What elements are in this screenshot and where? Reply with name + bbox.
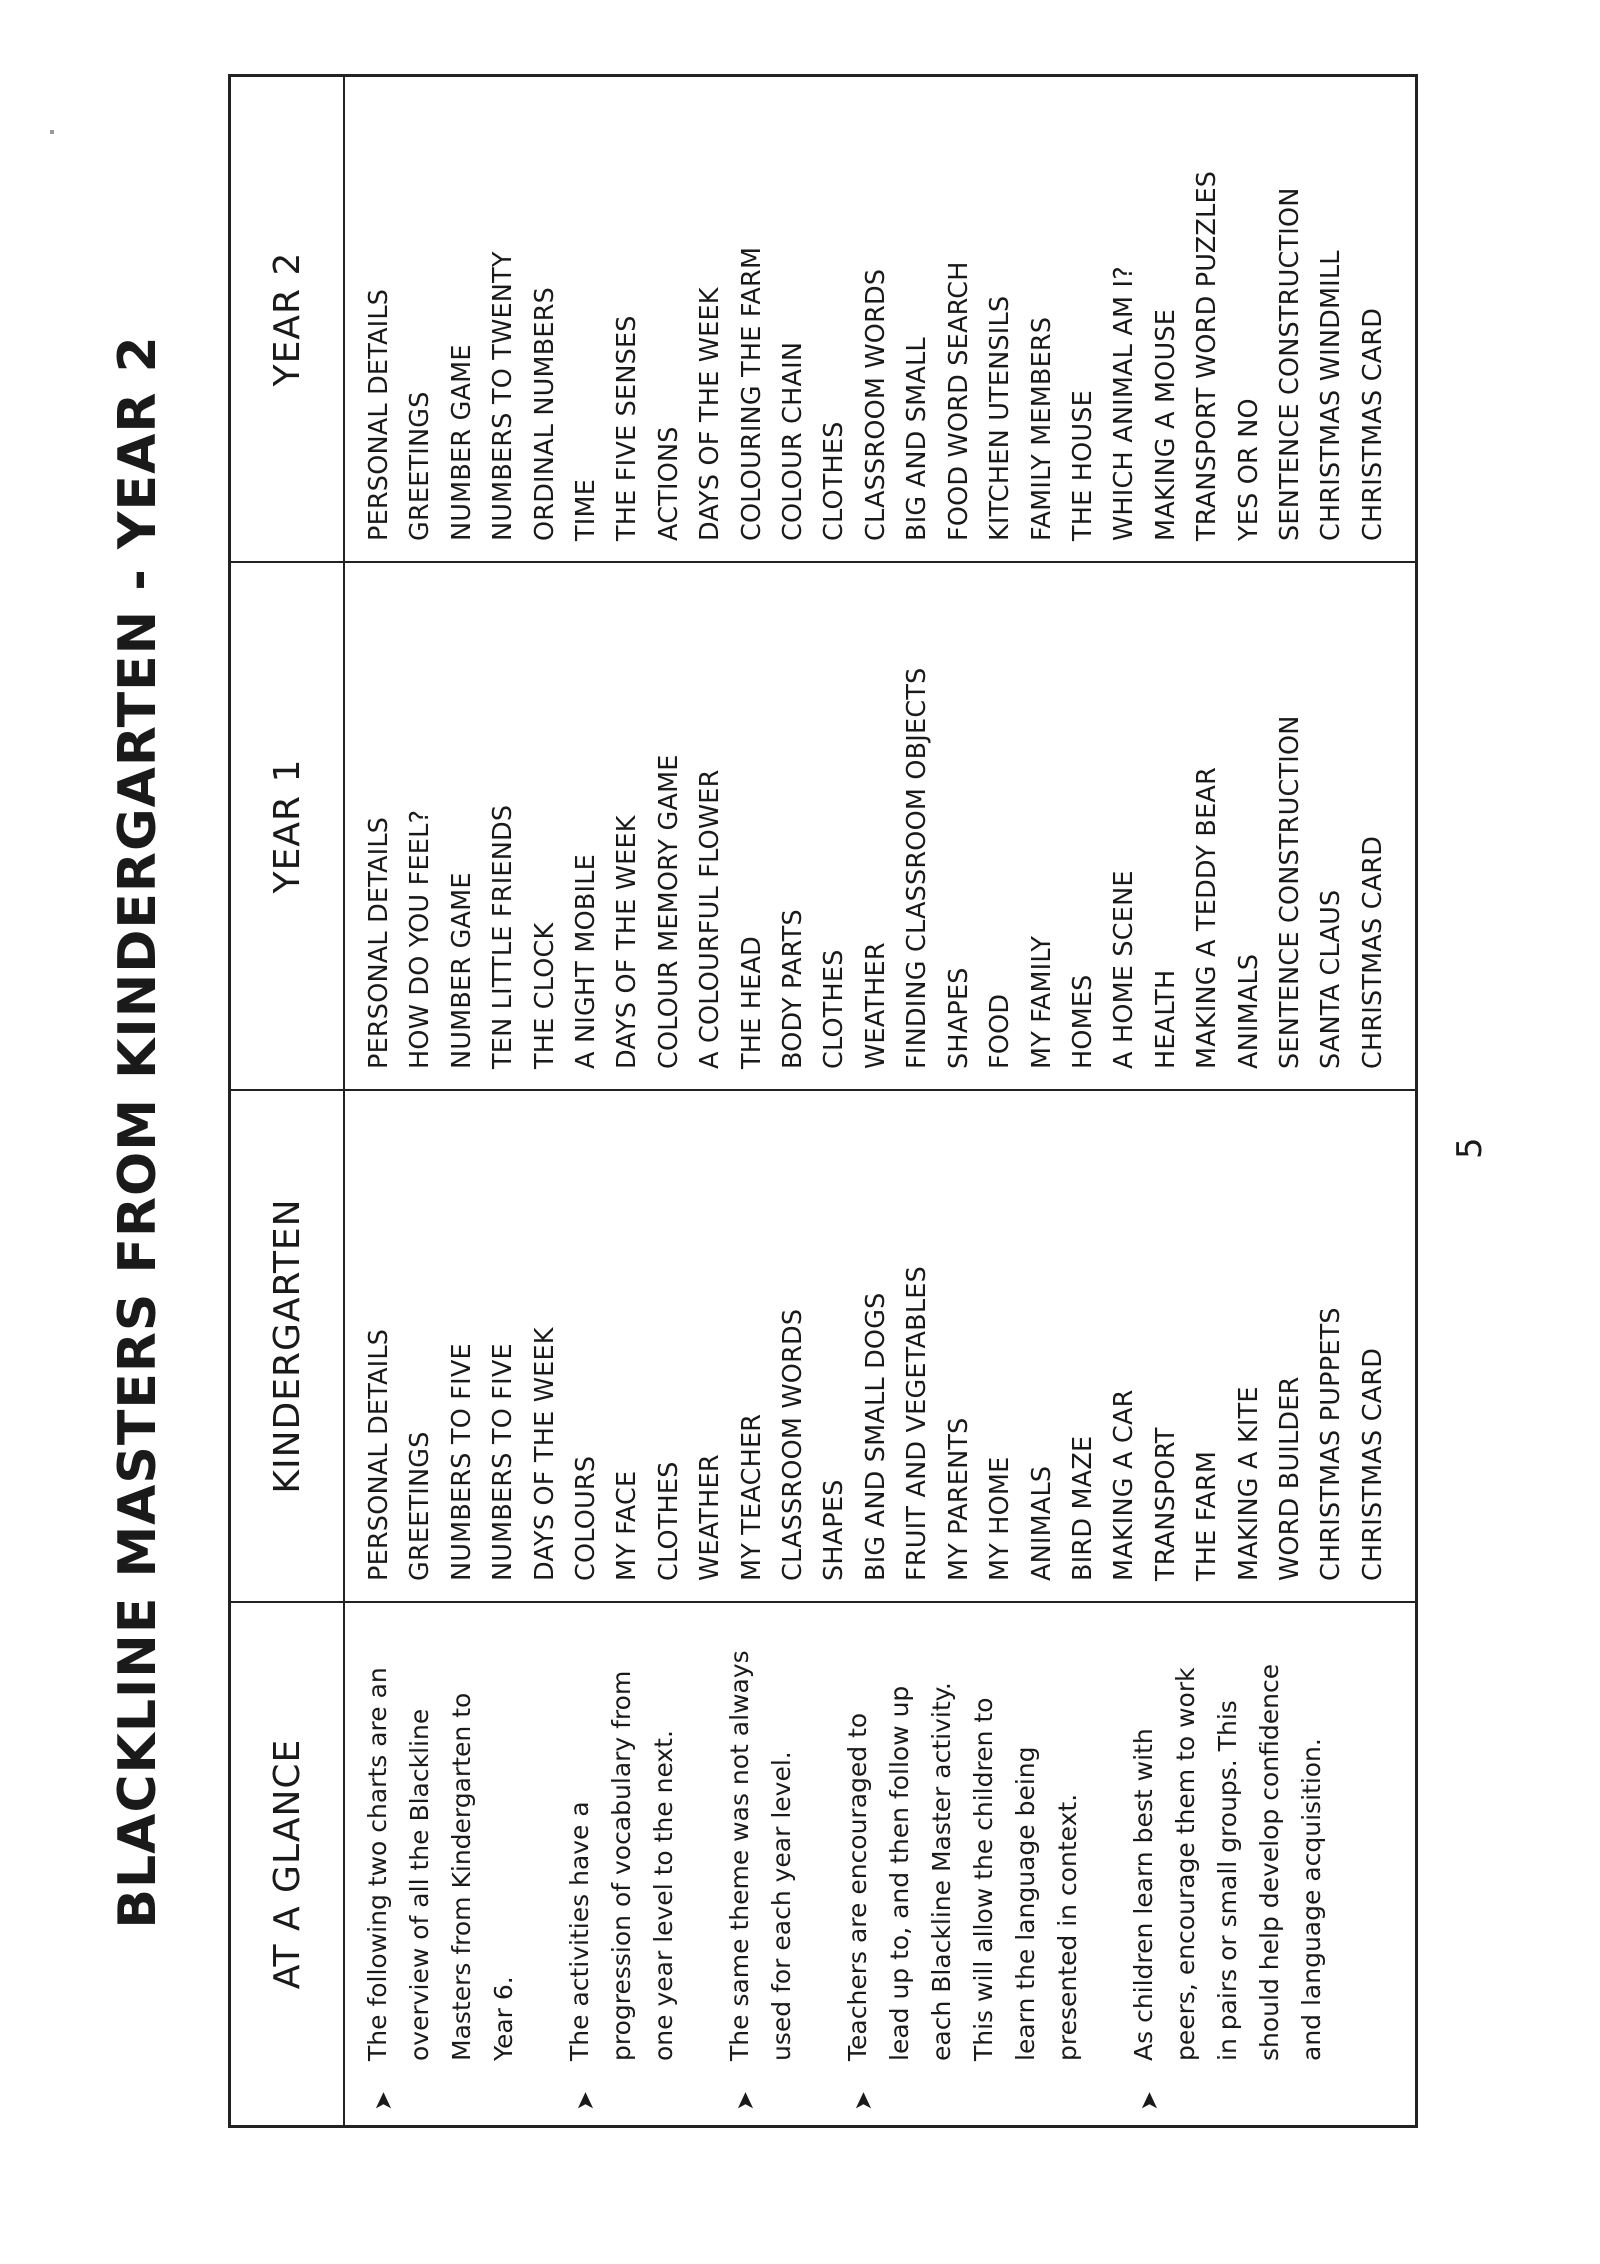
activity-item: CLOTHES xyxy=(819,421,850,541)
activity-item: A NIGHT MOBILE xyxy=(571,854,602,1069)
glance-text-line: learn the language being xyxy=(1011,1746,1040,2061)
arrow-bullet-icon: ➤ xyxy=(849,2090,877,2111)
activity-item: ORDINAL NUMBERS xyxy=(529,286,560,541)
glance-bullet-text xyxy=(559,1613,685,2061)
activity-item: DAYS OF THE WEEK xyxy=(529,1327,560,1581)
activity-item: DAYS OF THE WEEK xyxy=(612,815,643,1069)
activity-item: FINDING CLASSROOM OBJECTS xyxy=(902,667,933,1069)
glance-bullet xyxy=(357,1613,525,2111)
glance-text-line: and language acquisition. xyxy=(1297,1738,1326,2061)
activity-item: MY PARENTS xyxy=(943,1417,974,1581)
activity-item: KITCHEN UTENSILS xyxy=(985,295,1016,541)
activity-item: CHRISTMAS CARD xyxy=(1357,835,1388,1069)
kindergarten-column xyxy=(345,1089,1415,1601)
activity-item: MAKING A MOUSE xyxy=(1150,308,1181,541)
activity-item: BODY PARTS xyxy=(778,909,809,1069)
activity-item: CHRISTMAS CARD xyxy=(1357,1347,1388,1581)
glance-text-line: peers, encourage them to work xyxy=(1171,1667,1200,2061)
activity-item: THE FARM xyxy=(1192,1450,1223,1581)
activity-item: COLOURING THE FARM xyxy=(736,246,767,541)
glance-text-line: should help develop confidence xyxy=(1255,1663,1284,2061)
glance-text-line: used for each year level. xyxy=(767,1751,796,2061)
arrow-bullet-icon: ➤ xyxy=(731,2090,759,2111)
activity-item: A HOME SCENE xyxy=(1109,870,1140,1069)
header-year-1: YEAR 1 xyxy=(231,561,345,1089)
glance-text-line: This will allow the children to xyxy=(969,1697,998,2061)
activity-item: COLOURS xyxy=(571,1455,602,1581)
activity-item: SENTENCE CONSTRUCTION xyxy=(1274,187,1305,541)
activity-item: MAKING A CAR xyxy=(1109,1389,1140,1581)
header-at-a-glance: AT A GLANCE xyxy=(231,1601,345,2125)
activity-item: HOW DO YOU FEEL? xyxy=(405,809,436,1069)
activity-item: ANIMALS xyxy=(1026,1465,1057,1581)
glance-bullet xyxy=(837,1613,1089,2111)
activity-item: THE HOUSE xyxy=(1067,390,1098,541)
activity-item: BIG AND SMALL DOGS xyxy=(860,1292,891,1581)
glance-bullet xyxy=(559,1613,685,2111)
glance-bullet-text xyxy=(357,1613,525,2061)
glance-bullet xyxy=(1123,1613,1333,2111)
glance-text-line: in pairs or small groups. This xyxy=(1213,1700,1242,2061)
activity-item: WEATHER xyxy=(860,942,891,1069)
activity-item: GREETINGS xyxy=(405,1431,436,1581)
glance-bullet xyxy=(719,1613,803,2111)
activity-item: NUMBER GAME xyxy=(446,872,477,1069)
activity-item: TRANSPORT xyxy=(1150,1427,1181,1581)
activity-item: HEALTH xyxy=(1150,969,1181,1069)
glance-text-line: The following two charts are an xyxy=(363,1667,392,2061)
glance-bullet-text xyxy=(837,1613,1089,2061)
at-a-glance-column xyxy=(345,1601,1415,2125)
activity-item: SHAPES xyxy=(819,1479,850,1581)
activity-item: MY TEACHER xyxy=(736,1413,767,1581)
activity-item: COLOUR CHAIN xyxy=(778,341,809,541)
activity-item: TIME xyxy=(571,478,602,541)
year-2-column xyxy=(345,77,1415,561)
glance-bullet-text xyxy=(719,1613,803,2061)
activity-item: GREETINGS xyxy=(405,391,436,541)
activity-item: NUMBERS TO FIVE xyxy=(488,1343,519,1581)
glance-text-line: one year level to the next. xyxy=(649,1730,678,2061)
activity-item: YES OR NO xyxy=(1233,398,1264,541)
activity-item: PERSONAL DETAILS xyxy=(364,816,394,1069)
blackline-masters-table xyxy=(228,74,1418,2128)
page-number: 5 xyxy=(1450,1137,1490,1159)
activity-item: THE HEAD xyxy=(736,936,767,1069)
header-kindergarten: KINDERGARTEN xyxy=(231,1089,345,1601)
activity-item: CHRISTMAS PUPPETS xyxy=(1316,1307,1347,1581)
activity-item: HOMES xyxy=(1067,974,1098,1069)
glance-bullet-text xyxy=(1123,1613,1333,2061)
activity-item: NUMBERS TO FIVE xyxy=(446,1343,477,1581)
activity-item: FAMILY MEMBERS xyxy=(1026,316,1057,541)
activity-item: WEATHER xyxy=(695,1454,726,1581)
activity-item: THE CLOCK xyxy=(529,922,560,1069)
activity-item: MAKING A TEDDY BEAR xyxy=(1192,767,1223,1069)
activity-item: BIG AND SMALL xyxy=(902,337,933,541)
year-1-column xyxy=(345,561,1415,1089)
activity-item: PERSONAL DETAILS xyxy=(364,1328,394,1581)
activity-item: FOOD xyxy=(985,993,1016,1069)
activity-item: NUMBER GAME xyxy=(446,344,477,541)
activity-item: TRANSPORT WORD PUZZLES xyxy=(1192,170,1223,541)
activity-item: PERSONAL DETAILS xyxy=(364,288,394,541)
activity-item: CLOTHES xyxy=(653,1461,684,1581)
activity-item: MY HOME xyxy=(985,1456,1016,1581)
glance-text-line: lead up to, and then follow up xyxy=(885,1685,914,2061)
activity-item: WORD BUILDER xyxy=(1274,1376,1305,1581)
glance-text-line: The same theme was not always xyxy=(725,1650,754,2061)
activity-item: CHRISTMAS WINDMILL xyxy=(1316,250,1347,541)
glance-text-line: each Blackline Master activity. xyxy=(927,1682,956,2061)
glance-text-line: progression of vocabulary from xyxy=(607,1670,636,2061)
scan-speck xyxy=(50,130,54,134)
activity-item: COLOUR MEMORY GAME xyxy=(653,754,684,1069)
glance-text-line: Teachers are encouraged to xyxy=(843,1712,872,2061)
activity-item: FOOD WORD SEARCH xyxy=(943,261,974,541)
glance-text-line: Year 6. xyxy=(489,1976,518,2061)
glance-text-line: Masters from Kindergarten to xyxy=(447,1692,476,2061)
glance-text-line: The activities have a xyxy=(565,1801,594,2061)
activity-item: TEN LITTLE FRIENDS xyxy=(488,804,519,1069)
activity-item: MY FACE xyxy=(612,1470,643,1581)
activity-item: DAYS OF THE WEEK xyxy=(695,287,726,541)
arrow-bullet-icon: ➤ xyxy=(369,2090,397,2111)
glance-text-line: overview of all the Blackline xyxy=(405,1708,434,2061)
activity-item: WHICH ANIMAL AM I? xyxy=(1109,266,1140,541)
activity-item: SHAPES xyxy=(943,967,974,1069)
glance-text-line: presented in context. xyxy=(1053,1793,1082,2061)
activity-item: ANIMALS xyxy=(1233,953,1264,1069)
activity-item: MY FAMILY xyxy=(1026,935,1057,1069)
activity-item: FRUIT AND VEGETABLES xyxy=(902,1266,933,1581)
arrow-bullet-icon: ➤ xyxy=(571,2090,599,2111)
arrow-bullet-icon: ➤ xyxy=(1135,2090,1163,2111)
glance-text-line: As children learn best with xyxy=(1129,1728,1158,2061)
activity-item: MAKING A KITE xyxy=(1233,1386,1264,1581)
activity-item: CLASSROOM WORDS xyxy=(778,1308,809,1581)
activity-item: CHRISTMAS CARD xyxy=(1357,307,1388,541)
activity-item: SENTENCE CONSTRUCTION xyxy=(1274,715,1305,1069)
page-title: BLACKLINE MASTERS FROM KINDERGARTEN - YEAR 2 xyxy=(108,335,168,1929)
activity-item: BIRD MAZE xyxy=(1067,1435,1098,1581)
activity-item: ACTIONS xyxy=(653,426,684,541)
activity-item: SANTA CLAUS xyxy=(1316,889,1347,1069)
activity-item: CLASSROOM WORDS xyxy=(860,268,891,541)
activity-item: NUMBERS TO TWENTY xyxy=(488,251,519,541)
header-year-2: YEAR 2 xyxy=(231,77,345,561)
activity-item: THE FIVE SENSES xyxy=(612,315,643,541)
activity-item: A COLOURFUL FLOWER xyxy=(695,769,726,1069)
activity-item: CLOTHES xyxy=(819,949,850,1069)
